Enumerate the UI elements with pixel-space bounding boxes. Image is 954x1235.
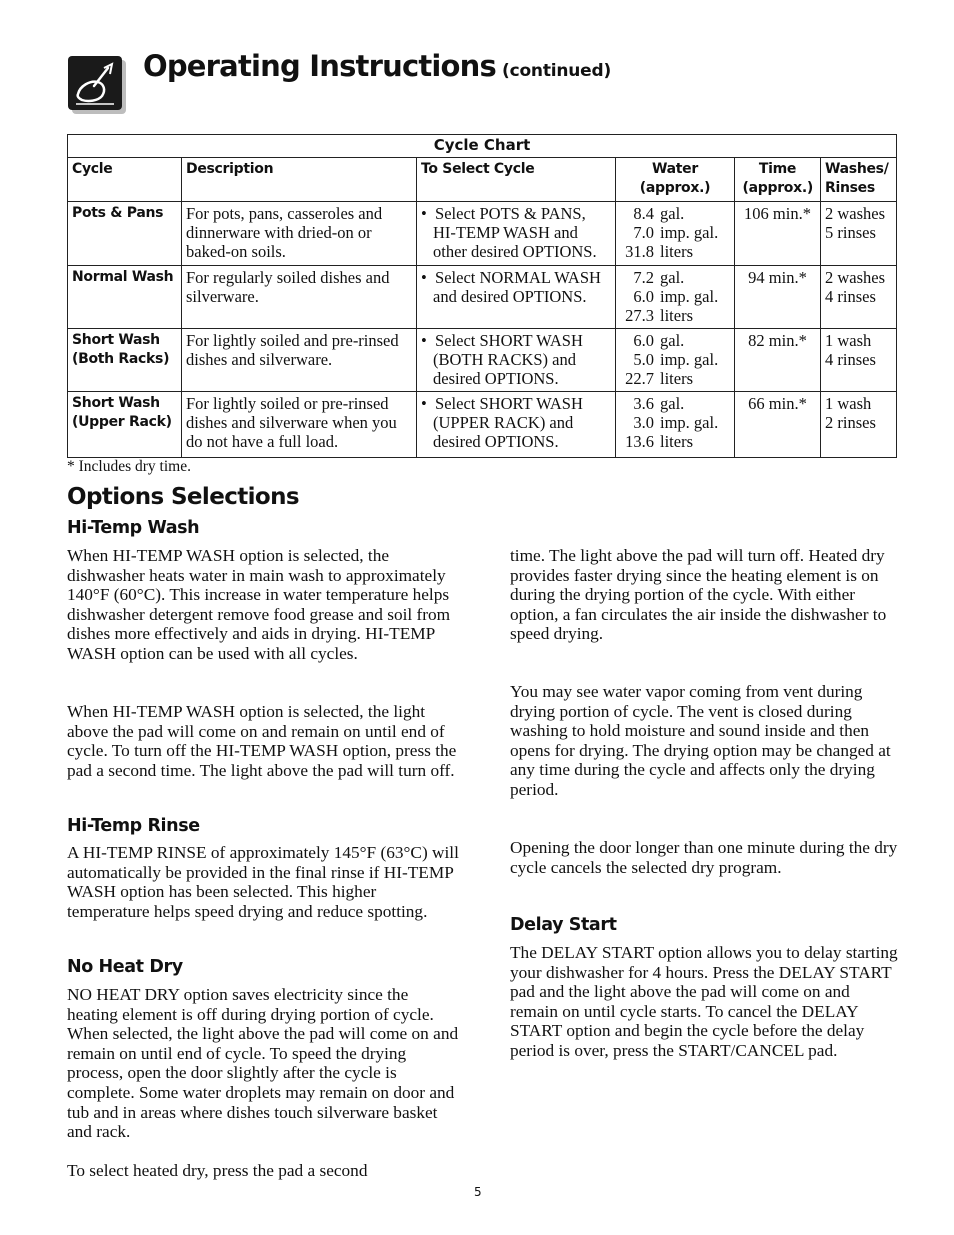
cycle-select: • Select POTS & PANS, HI-TEMP WASH and other desired OPTIONS.: [417, 202, 616, 266]
cycle-water: 7.2 gal. 6.0 imp. gal. 27.3 liters: [616, 266, 735, 329]
cycle-time: 66 min.*: [735, 392, 821, 458]
page-title: [143, 49, 611, 83]
dishwasher-hand-icon: [68, 56, 126, 114]
page-title-text: Operating Instructions: [143, 49, 496, 83]
hi-temp-rinse-paragraph: A HI-TEMP RINSE of approximately 145°F (63°C) will automatically be provided in the final rinse if HI-TEMP WASH option has been selected. This higher temperature helps speed drying and reduce spotting.: [67, 843, 459, 921]
table-row: [68, 202, 897, 266]
hi-temp-wash-paragraph-2: When HI-TEMP WASH option is selected, the light above the pad will come on and remain on until end of cycle. To turn off the HI-TEMP WASH option, press the pad a second time. The light above the pad will turn off.: [67, 702, 457, 780]
no-heat-dry-paragraph-2: time. The light above the pad will turn off. Heated dry provides faster drying since the heating element is on during the drying portion of the cycle. With either option, a fan circulates the air inside the dishwasher to speed drying.: [510, 546, 887, 644]
no-heat-dry-paragraph-3: You may see water vapor coming from vent during drying portion of cycle. The vent is closed during washing to hold moisture and sound inside and then opens for drying. The drying option may be changed at any time during the cycle and affects only the drying period.: [510, 682, 891, 799]
page-number: 5: [474, 1185, 482, 1199]
delay-start-heading: Delay Start: [510, 915, 617, 935]
cycle-water: 3.6 gal. 3.0 imp. gal. 13.6 liters: [616, 392, 735, 458]
table-row: [68, 329, 897, 392]
cycle-select: • Select SHORT WASH (BOTH RACKS) and desired OPTIONS.: [417, 329, 616, 392]
no-heat-dry-paragraph-4: Opening the door longer than one minute during the dry cycle cancels the selected dry program.: [510, 838, 898, 877]
cycle-name: Normal Wash: [68, 266, 182, 329]
cycle-chart-table: [67, 134, 897, 458]
options-section-title: Options Selections: [67, 484, 299, 510]
cycle-water: 8.4 gal. 7.0 imp. gal. 31.8 liters: [616, 202, 735, 266]
cycle-name: Short Wash (Both Racks): [68, 329, 182, 392]
cycle-time: 94 min.*: [735, 266, 821, 329]
cycle-washes: 1 wash 4 rinses: [821, 329, 897, 392]
no-heat-dry-paragraph-1: NO HEAT DRY option saves electricity since the heating element is off during drying portion of cycle. When selected, the light above the pad will come on and remain on until end of cycle. To speed the drying process, open the door slightly after the cycle is complete. Some water droplets may remain on door and tub and in areas where dishes touch silverware basket and rack.: [67, 985, 459, 1142]
table-footnote: * Includes dry time.: [67, 458, 191, 475]
cycle-description: For regularly soiled dishes and silverware.: [182, 266, 417, 329]
cycle-select: • Select SHORT WASH (UPPER RACK) and desired OPTIONS.: [417, 392, 616, 458]
column-header-select: To Select Cycle: [417, 158, 616, 202]
cycle-name: Pots & Pans: [68, 202, 182, 266]
cycle-washes: 2 washes 4 rinses: [821, 266, 897, 329]
table-row: [68, 266, 897, 329]
hi-temp-wash-heading: Hi-Temp Wash: [67, 518, 200, 538]
column-header-time: Time (approx.): [735, 158, 821, 202]
hi-temp-wash-paragraph-1: When HI-TEMP WASH option is selected, the dishwasher heats water in main wash to approximately 140°F (60°C). This increase in water temperature helps dishwasher detergent remove food grease and soil from dishes more effectively and aids in drying. HI-TEMP WASH option can be used with all cycles.: [67, 546, 451, 663]
hi-temp-rinse-heading: Hi-Temp Rinse: [67, 816, 200, 836]
cycle-description: For pots, pans, casseroles and dinnerware with dried-on or baked-on soils.: [182, 202, 417, 266]
cycle-name: Short Wash (Upper Rack): [68, 392, 182, 458]
page-title-continued: (continued): [502, 61, 612, 81]
no-heat-dry-paragraph-2-start: To select heated dry, press the pad a second: [67, 1161, 368, 1180]
cycle-description: For lightly soiled or pre-rinsed dishes and silverware when you do not have a full load.: [182, 392, 417, 458]
delay-start-paragraph: The DELAY START option allows you to delay starting your dishwasher for 4 hours. Press the DELAY START pad and the light above the pad will come on and remain on until cycle starts. To cancel the DELAY START option and begin the cycle before the delay period is over, press the START/CANCEL pad.: [510, 943, 898, 1060]
cycle-chart-title: Cycle Chart: [68, 135, 897, 158]
column-header-water: Water (approx.): [616, 158, 735, 202]
column-header-washes: Washes/ Rinses: [821, 158, 897, 202]
table-row: [68, 392, 897, 458]
cycle-chart-header-row: [68, 158, 897, 202]
cycle-select: • Select NORMAL WASH and desired OPTIONS.: [417, 266, 616, 329]
cycle-description: For lightly soiled and pre-rinsed dishes and silverware.: [182, 329, 417, 392]
cycle-water: 6.0 gal. 5.0 imp. gal. 22.7 liters: [616, 329, 735, 392]
cycle-washes: 2 washes 5 rinses: [821, 202, 897, 266]
cycle-time: 82 min.*: [735, 329, 821, 392]
no-heat-dry-heading: No Heat Dry: [67, 957, 183, 977]
column-header-cycle: Cycle: [68, 158, 182, 202]
cycle-washes: 1 wash 2 rinses: [821, 392, 897, 458]
column-header-description: Description: [182, 158, 417, 202]
cycle-time: 106 min.*: [735, 202, 821, 266]
